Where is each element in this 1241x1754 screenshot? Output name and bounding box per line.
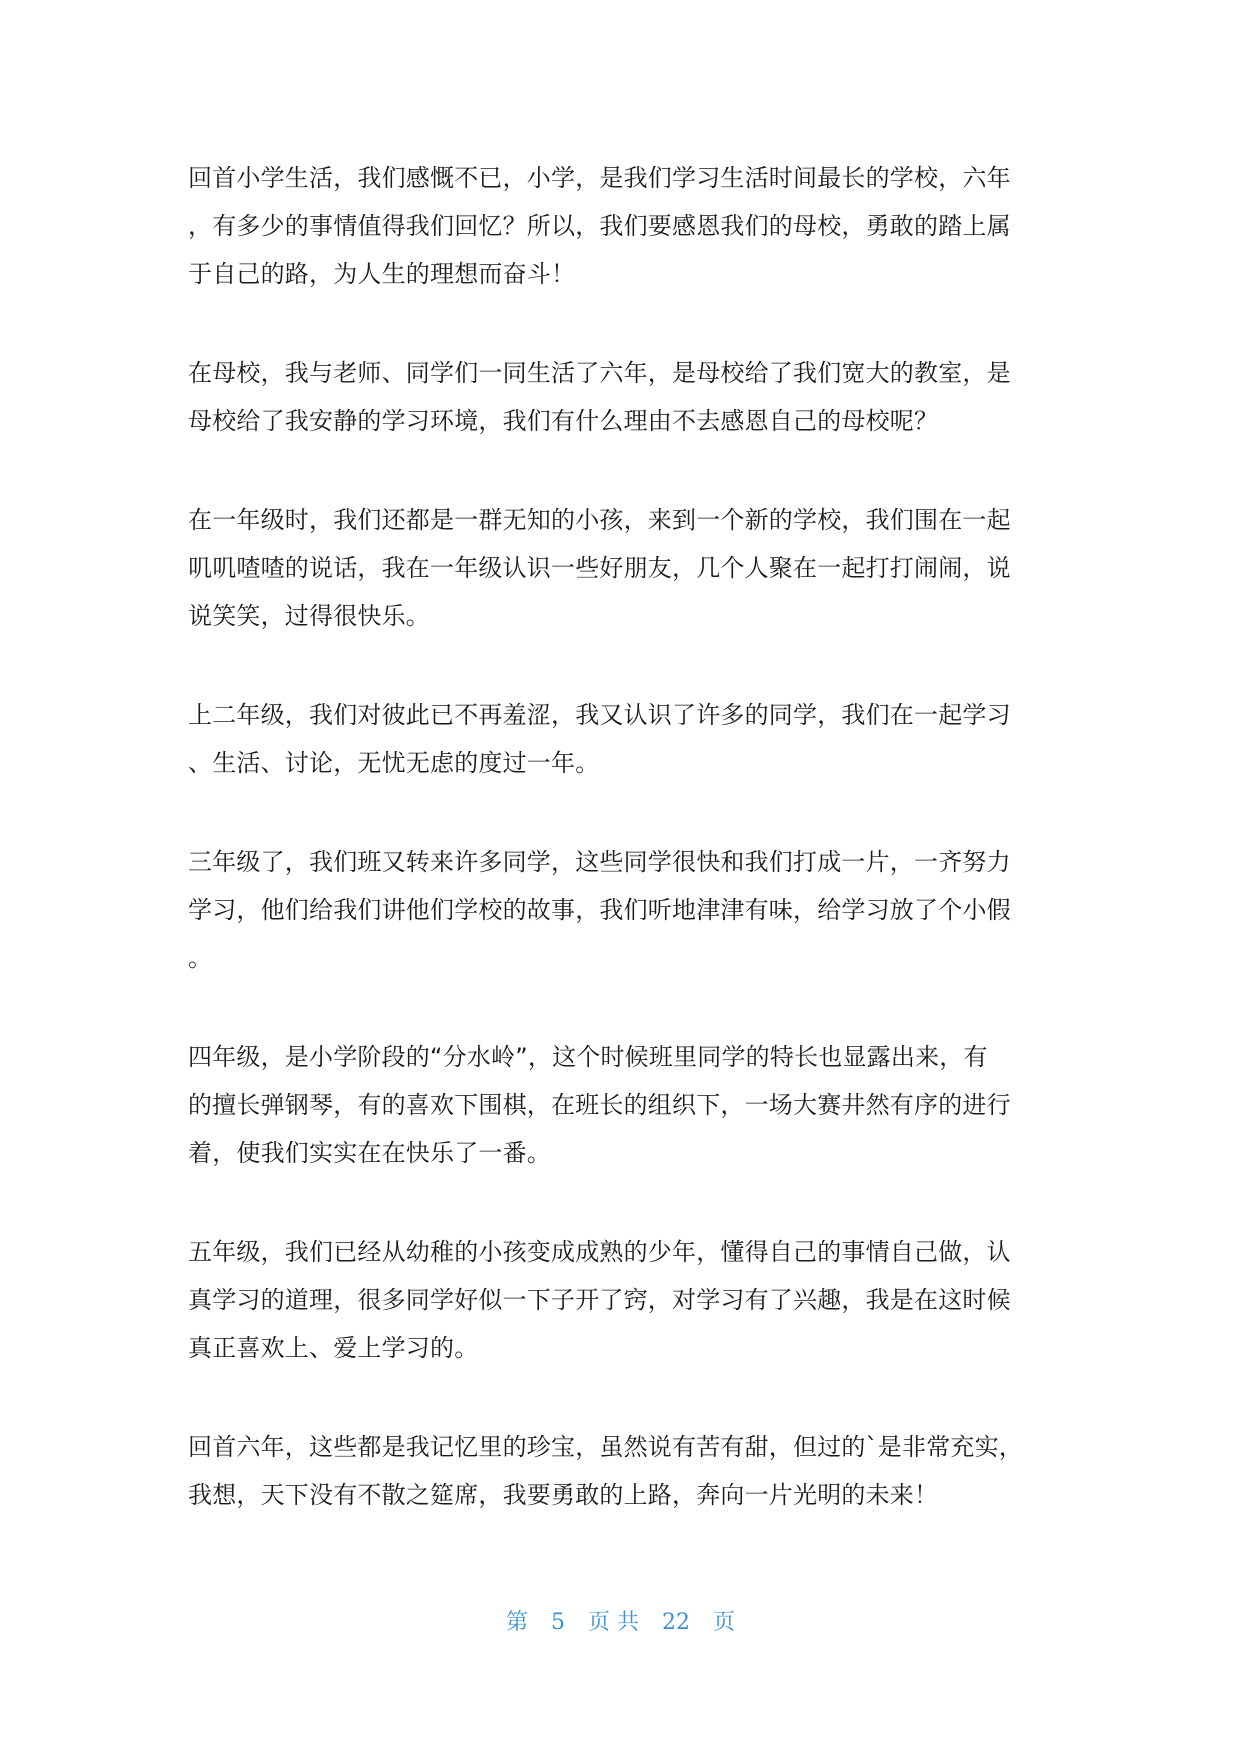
paragraph-line: 于自己的路，为人生的理想而奋斗！ — [188, 260, 576, 288]
footer-current-page: 5 — [551, 1610, 565, 1635]
paragraph-6 — [188, 1033, 1052, 1177]
paragraph-line: 三年级了，我们班又转来许多同学，这些同学很快和我们打成一片，一齐努力 — [188, 848, 1011, 876]
paragraph-3 — [188, 496, 1052, 640]
page-number-footer — [0, 1606, 1241, 1640]
footer-total-pages: 22 — [662, 1610, 690, 1635]
paragraph-5 — [188, 838, 1052, 982]
paragraph-line: 四年级，是小学阶段的“分水岭”，这个时候班里同学的特长也显露出来，有 — [188, 1043, 988, 1071]
paragraph-line: 的擅长弹钢琴，有的喜欢下围棋，在班长的组织下，一场大赛井然有序的进行 — [188, 1091, 1011, 1119]
paragraph-8 — [188, 1423, 1052, 1519]
paragraph-line: 在母校，我与老师、同学们一同生活了六年，是母校给了我们宽大的教室，是 — [188, 359, 1011, 387]
paragraph-line: 叽叽喳喳的说话，我在一年级认识一些好朋友，几个人聚在一起打打闹闹，说 — [188, 554, 1011, 582]
footer-middle: 页 共 — [588, 1610, 639, 1635]
footer-prefix: 第 — [505, 1610, 528, 1635]
paragraph-line: 学习，他们给我们讲他们学校的故事，我们听地津津有味，给学习放了个小假 — [188, 896, 1011, 924]
paragraph-line: 五年级，我们已经从幼稚的小孩变成成熟的少年，懂得自己的事情自己做，认 — [188, 1238, 1011, 1266]
paragraph-line: 、生活、讨论，无忧无虑的度过一年。 — [188, 749, 600, 777]
paragraph-1 — [188, 154, 1052, 298]
paragraph-7 — [188, 1228, 1052, 1372]
paragraph-line: 上二年级，我们对彼此已不再羞涩，我又认识了许多的同学，我们在一起学习 — [188, 701, 1011, 729]
footer-suffix: 页 — [713, 1610, 736, 1635]
paragraph-line: 在一年级时，我们还都是一群无知的小孩，来到一个新的学校，我们围在一起 — [188, 506, 1011, 534]
paragraph-line: 我想，天下没有不散之筵席，我要勇敢的上路，奔向一片光明的未来！ — [188, 1481, 939, 1509]
paragraph-line: 母校给了我安静的学习环境，我们有什么理由不去感恩自己的母校呢？ — [188, 407, 939, 435]
paragraph-4 — [188, 691, 1052, 787]
paragraph-line: 回首小学生活，我们感慨不已，小学，是我们学习生活时间最长的学校，六年 — [188, 164, 1011, 192]
document-body — [188, 154, 1052, 1570]
paragraph-line: ，有多少的事情值得我们回忆？所以，我们要感恩我们的母校，勇敢的踏上属 — [188, 212, 1011, 240]
paragraph-line: 真学习的道理，很多同学好似一下子开了窍，对学习有了兴趣，我是在这时候 — [188, 1286, 1011, 1314]
paragraph-line: 回首六年，这些都是我记忆里的珍宝，虽然说有苦有甜，但过的`是非常充实， — [188, 1433, 1023, 1461]
paragraph-line: 真正喜欢上、爱上学习的。 — [188, 1334, 479, 1362]
paragraph-2 — [188, 349, 1052, 445]
paragraph-line: 。 — [188, 944, 213, 972]
paragraph-line: 说笑笑，过得很快乐。 — [188, 602, 430, 630]
paragraph-line: 着，使我们实实在在快乐了一番。 — [188, 1139, 551, 1167]
